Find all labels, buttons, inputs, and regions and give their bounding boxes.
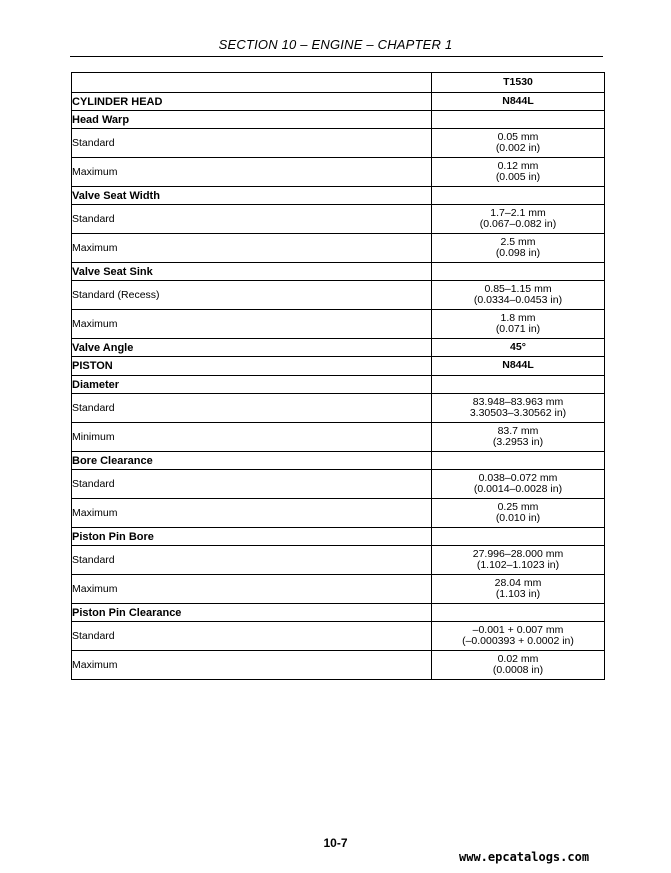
- value-imperial: (3.2953 in): [492, 436, 544, 448]
- item-label: Standard: [72, 394, 432, 423]
- table-row: [72, 310, 605, 339]
- empty-cell: [432, 376, 605, 394]
- table-row: [72, 93, 605, 111]
- value-imperial: (0.0334–0.0453 in): [473, 294, 563, 306]
- value-metric: 0.25 mm: [497, 500, 539, 513]
- watermark-text: www.epcatalogs.com: [459, 850, 590, 864]
- section-model: N844L: [432, 357, 605, 376]
- group-label: Bore Clearance: [72, 452, 432, 470]
- value-imperial: (1.102–1.1023 in): [476, 559, 560, 571]
- value-metric: 2.5 mm: [500, 235, 536, 248]
- header-blank-cell: [72, 73, 432, 93]
- item-label: Standard: [72, 205, 432, 234]
- page-number: 10-7: [323, 836, 348, 850]
- value-metric: 1.7–2.1 mm: [490, 206, 546, 219]
- value-metric: –0.001 + 0.007 mm: [472, 623, 564, 636]
- specification-table: [71, 72, 605, 680]
- value-metric: 83.948–83.963 mm: [472, 395, 564, 408]
- item-value: [432, 281, 605, 310]
- item-value: [432, 651, 605, 680]
- item-label: Maximum: [72, 651, 432, 680]
- empty-cell: [432, 528, 605, 546]
- item-value: [432, 394, 605, 423]
- item-label: Standard: [72, 470, 432, 499]
- table-row: [72, 394, 605, 423]
- empty-cell: [432, 263, 605, 281]
- table-row: [72, 423, 605, 452]
- value-metric: 0.02 mm: [497, 652, 539, 665]
- table-row: [72, 281, 605, 310]
- page-header-title: SECTION 10 – ENGINE – CHAPTER 1: [218, 37, 453, 52]
- table-row: [72, 470, 605, 499]
- table-row: [72, 452, 605, 470]
- item-label: Maximum: [72, 575, 432, 604]
- group-label: Piston Pin Clearance: [72, 604, 432, 622]
- value-metric: 0.12 mm: [497, 159, 539, 172]
- value-metric: 0.85–1.15 mm: [484, 282, 552, 295]
- empty-cell: [432, 111, 605, 129]
- table-row: [72, 575, 605, 604]
- table-row: [72, 357, 605, 376]
- section-model: N844L: [432, 93, 605, 111]
- table-row: [72, 376, 605, 394]
- table-row: [72, 604, 605, 622]
- value-imperial: (1.103 in): [495, 588, 541, 600]
- value-imperial: 3.30503–3.30562 in): [469, 407, 567, 419]
- header-rule: [70, 56, 603, 57]
- item-value: [432, 470, 605, 499]
- value-metric: 83.7 mm: [497, 424, 539, 437]
- table-row: [72, 499, 605, 528]
- table-row: [72, 129, 605, 158]
- item-value: [432, 310, 605, 339]
- item-label: Standard: [72, 622, 432, 651]
- value-metric: 0.038–0.072 mm: [478, 471, 558, 484]
- table-row: [72, 622, 605, 651]
- value-metric: 27.996–28.000 mm: [472, 547, 564, 560]
- value-imperial: (0.0008 in): [492, 664, 544, 676]
- table-row: [72, 263, 605, 281]
- table-row: [72, 339, 605, 357]
- item-label: Standard (Recess): [72, 281, 432, 310]
- table-row: [72, 187, 605, 205]
- item-value: [432, 546, 605, 575]
- model-column-header: T1530: [432, 73, 605, 93]
- item-value: [432, 234, 605, 263]
- item-value: [432, 499, 605, 528]
- value-imperial: (0.098 in): [495, 247, 541, 259]
- value-imperial: (0.005 in): [495, 171, 541, 183]
- value-imperial: (0.0014–0.0028 in): [473, 483, 563, 495]
- item-value: [432, 158, 605, 187]
- table-row: [72, 111, 605, 129]
- item-value: 45°: [432, 339, 605, 357]
- item-label: Maximum: [72, 499, 432, 528]
- item-value: [432, 622, 605, 651]
- table-row: [72, 158, 605, 187]
- value-imperial: (0.067–0.082 in): [479, 218, 557, 230]
- item-label: Maximum: [72, 158, 432, 187]
- value-metric: 28.04 mm: [494, 576, 542, 589]
- value-imperial: (0.010 in): [495, 512, 541, 524]
- item-label: Standard: [72, 129, 432, 158]
- value-imperial: (0.071 in): [495, 323, 541, 335]
- item-label: Maximum: [72, 234, 432, 263]
- item-label: Maximum: [72, 310, 432, 339]
- item-label: Minimum: [72, 423, 432, 452]
- group-label: Head Warp: [72, 111, 432, 129]
- group-label: Valve Seat Sink: [72, 263, 432, 281]
- table-header-row: [72, 73, 605, 93]
- empty-cell: [432, 452, 605, 470]
- table-row: [72, 205, 605, 234]
- value-imperial: (0.002 in): [495, 142, 541, 154]
- section-label: CYLINDER HEAD: [72, 93, 432, 111]
- empty-cell: [432, 187, 605, 205]
- table-row: [72, 546, 605, 575]
- group-label: Diameter: [72, 376, 432, 394]
- empty-cell: [432, 604, 605, 622]
- table-row: [72, 234, 605, 263]
- item-label: Standard: [72, 546, 432, 575]
- item-value: [432, 205, 605, 234]
- item-value: [432, 129, 605, 158]
- group-label: Valve Angle: [72, 339, 432, 357]
- group-label: Piston Pin Bore: [72, 528, 432, 546]
- table-row: [72, 651, 605, 680]
- value-metric: 0.05 mm: [497, 130, 539, 143]
- item-value: [432, 575, 605, 604]
- table-row: [72, 528, 605, 546]
- section-label: PISTON: [72, 357, 432, 376]
- value-metric: 1.8 mm: [500, 311, 536, 324]
- item-value: [432, 423, 605, 452]
- value-imperial: (–0.000393 + 0.0002 in): [462, 635, 574, 647]
- group-label: Valve Seat Width: [72, 187, 432, 205]
